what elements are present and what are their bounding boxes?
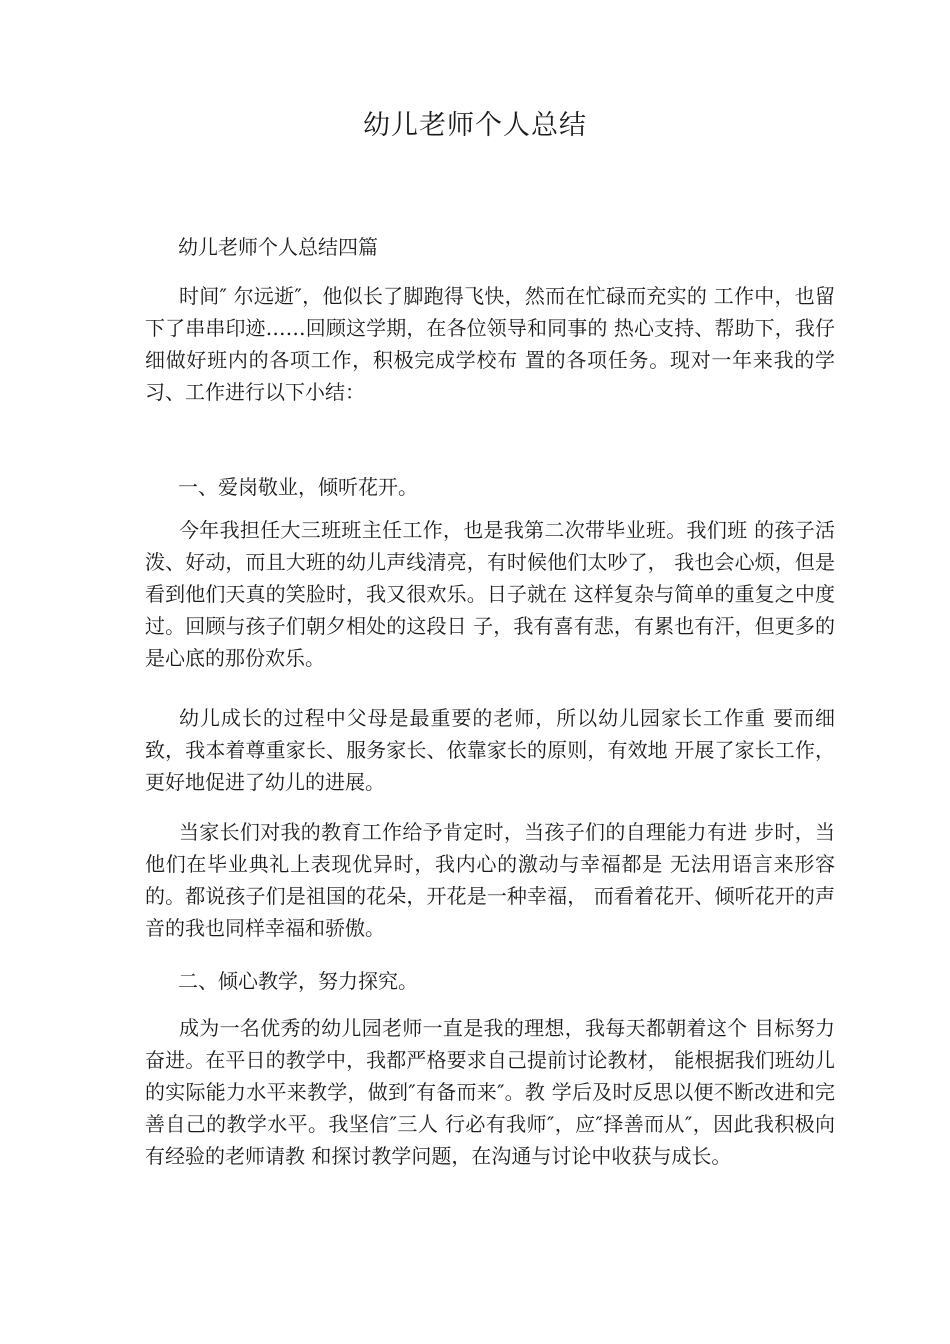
intro-paragraph: 时间″ 尔远逝″，他似长了脚跑得飞快，然而在忙碌而充实的 工作中，也留下了串串印迹……回顾这学期，在各位领导和同事的 热心支持、帮助下，我仔细做好班内的各项工作，积极完成学校布 置的各项任务。现对一年来我的学习、工作进行以下小结： [145,284,835,404]
section-2-paragraph-1: 成为一名优秀的幼儿园老师一直是我的理想，我每天都朝着这个 目标努力奋进。在平日的教学中，我都严格要求自己提前讨论教材， 能根据我们班幼儿的实际能力水平来教学，做到″有备而来″。教 学后及时反思以便不断改进和完善自己的教学水平。我坚信″三人 行必有我师″，应″择善而从″，因此我积极向有经验的老师请教 和探讨教学问题，在沟通与讨论中收获与成长。 [145,1016,835,1168]
document-title: 幼儿老师个人总结 [363,110,587,141]
document-subtitle: 幼儿老师个人总结四篇 [178,235,378,259]
section-1-heading: 一、爱岗敬业，倾听花开。 [178,475,418,499]
section-1-paragraph-1: 今年我担任大三班班主任工作，也是我第二次带毕业班。我们班 的孩子活泼、好动，而且大班的幼儿声线清亮，有时候他们太吵了， 我也会心烦，但是看到他们天真的笑脸时，我又很欢乐。日子就在 这样复杂与简单的重复之中度过。回顾与孩子们朝夕相处的这段日 子，我有喜有悲，有累也有汗，但更多的是心底的那份欢乐。 [145,518,835,670]
section-1-paragraph-3: 当家长们对我的教育工作给予肯定时，当孩子们的自理能力有进 步时，当他们在毕业典礼上表现优异时，我内心的激动与幸福都是 无法用语言来形容的。都说孩子们是祖国的花朵，开花是一种幸福， 而看着花开、倾听花开的声音的我也同样幸福和骄傲。 [145,820,835,940]
section-1-paragraph-2: 幼儿成长的过程中父母是最重要的老师，所以幼儿园家长工作重 要而细致，我本着尊重家长、服务家长、依靠家长的原则，有效地 开展了家长工作，更好地促进了幼儿的进展。 [145,706,835,794]
section-2-heading: 二、倾心教学，努力探究。 [178,969,418,993]
